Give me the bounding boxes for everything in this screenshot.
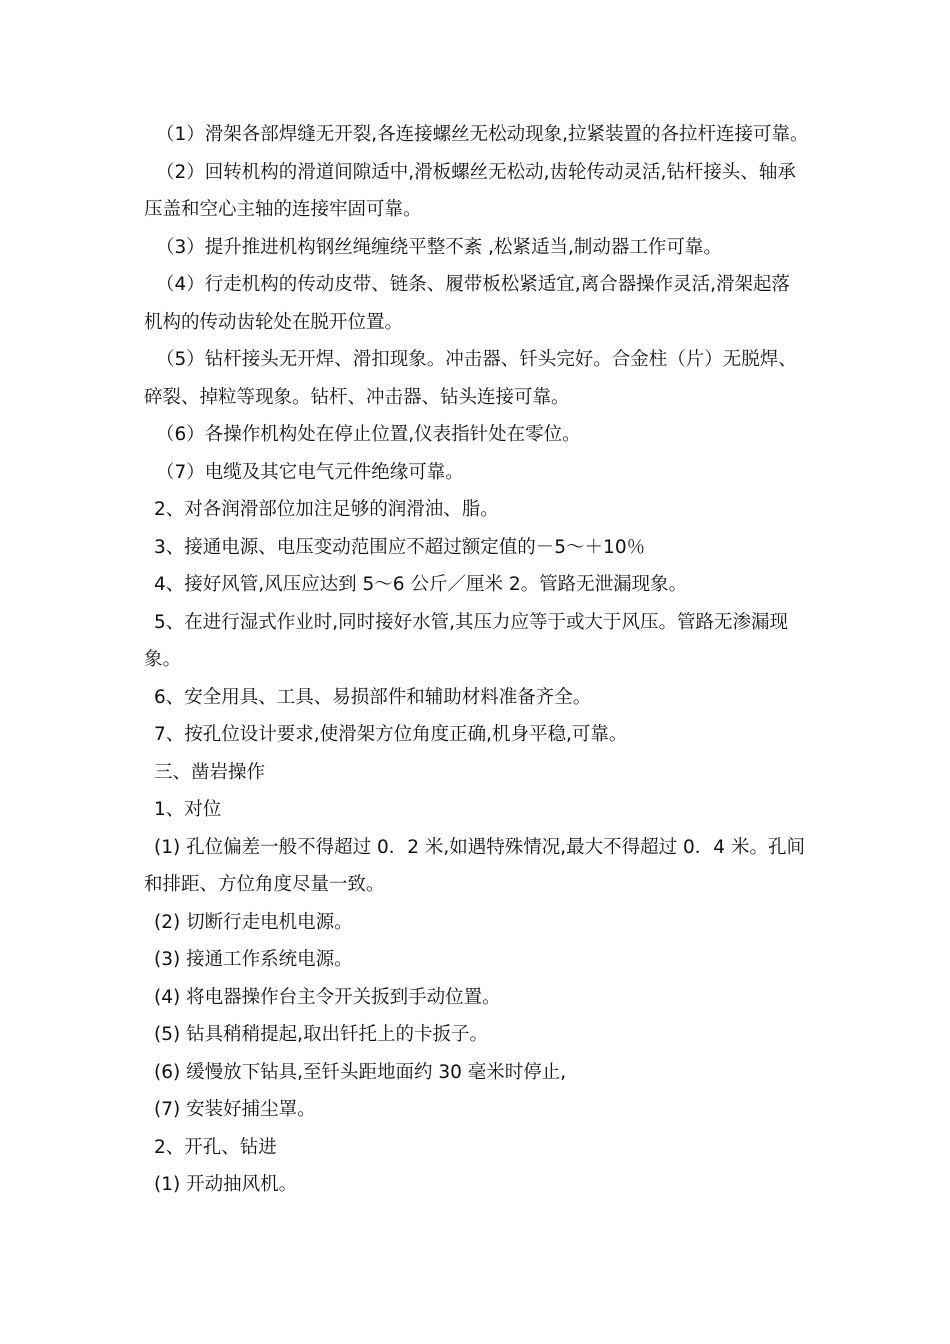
paragraph-line: (4) 将电器操作台主令开关扳到手动位置。 — [154, 986, 501, 1008]
paragraph-line: 机构的传动齿轮处在脱开位置。 — [144, 311, 404, 333]
paragraph-line: 7、按孔位设计要求,使滑架方位角度正确,机身平稳,可靠。 — [154, 724, 628, 745]
paragraph-line: 3、接通电源、电压变动范围应不超过额定值的－5～＋10％ — [154, 536, 646, 558]
paragraph-line: 和排距、方位角度尽量一致。 — [144, 874, 385, 895]
paragraph-line: （5）钻杆接头无开焊、滑扣现象。冲击器、钎头完好。合金柱（片）无脱焊、 — [156, 349, 797, 370]
subsection-heading: 2、开孔、钻进 — [154, 1136, 277, 1158]
paragraph-line: (7) 安装好捕尘罩。 — [154, 1099, 316, 1120]
section-heading: 三、凿岩操作 — [154, 761, 266, 783]
paragraph-line: （3）提升推进机构钢丝绳缠绕平整不紊 ,松紧适当,制动器工作可靠。 — [156, 236, 722, 258]
paragraph-line: 2、对各润滑部位加注足够的润滑油、脂。 — [154, 499, 499, 520]
paragraph-line: 象。 — [144, 649, 182, 670]
paragraph-line: （6）各操作机构处在停止位置,仪表指针处在零位。 — [156, 424, 581, 445]
paragraph-line: 6、安全用具、工具、易损部件和辅助材料准备齐全。 — [154, 686, 592, 708]
paragraph-line: 4、接好风管,风压应达到 5～6 公斤／厘米 2。管路无泄漏现象。 — [154, 574, 688, 595]
paragraph-line: （4）行走机构的传动皮带、链条、履带板松紧适宜,离合器操作灵活,滑架起落 — [156, 274, 791, 295]
paragraph-line: (2) 切断行走电机电源。 — [154, 911, 353, 933]
paragraph-line: 碎裂、掉粒等现象。钻杆、冲击器、钻头连接可靠。 — [144, 386, 570, 408]
subsection-heading: 1、对位 — [154, 799, 222, 820]
paragraph-line: (6) 缓慢放下钻具,至钎头距地面约 30 毫米时停止, — [154, 1061, 567, 1083]
paragraph-line: 5、在进行湿式作业时,同时接好水管,其压力应等于或大于风压。管路无渗漏现 — [154, 611, 789, 633]
paragraph-line: （2）回转机构的滑道间隙适中,滑板螺丝无松动,齿轮传动灵活,钻杆接头、轴承 — [156, 161, 796, 183]
paragraph-line: （7）电缆及其它电气元件绝缘可靠。 — [156, 461, 464, 483]
paragraph-line: (1) 孔位偏差一般不得超过 0．2 米,如遇特殊情况,最大不得超过 0．4 米。孔间 — [154, 836, 805, 858]
paragraph-line: （1）滑架各部焊缝无开裂,各连接螺丝无松动现象,拉紧装置的各拉杆连接可靠。 — [156, 124, 809, 145]
paragraph-line: (1) 开动抽风机。 — [154, 1174, 298, 1195]
paragraph-line: (5) 钻具稍稍提起,取出钎托上的卡扳子。 — [154, 1024, 488, 1045]
document-body — [144, 116, 814, 1204]
paragraph-line: (3) 接通工作系统电源。 — [154, 949, 353, 970]
paragraph-line: 压盖和空心主轴的连接牢固可靠。 — [144, 199, 422, 220]
